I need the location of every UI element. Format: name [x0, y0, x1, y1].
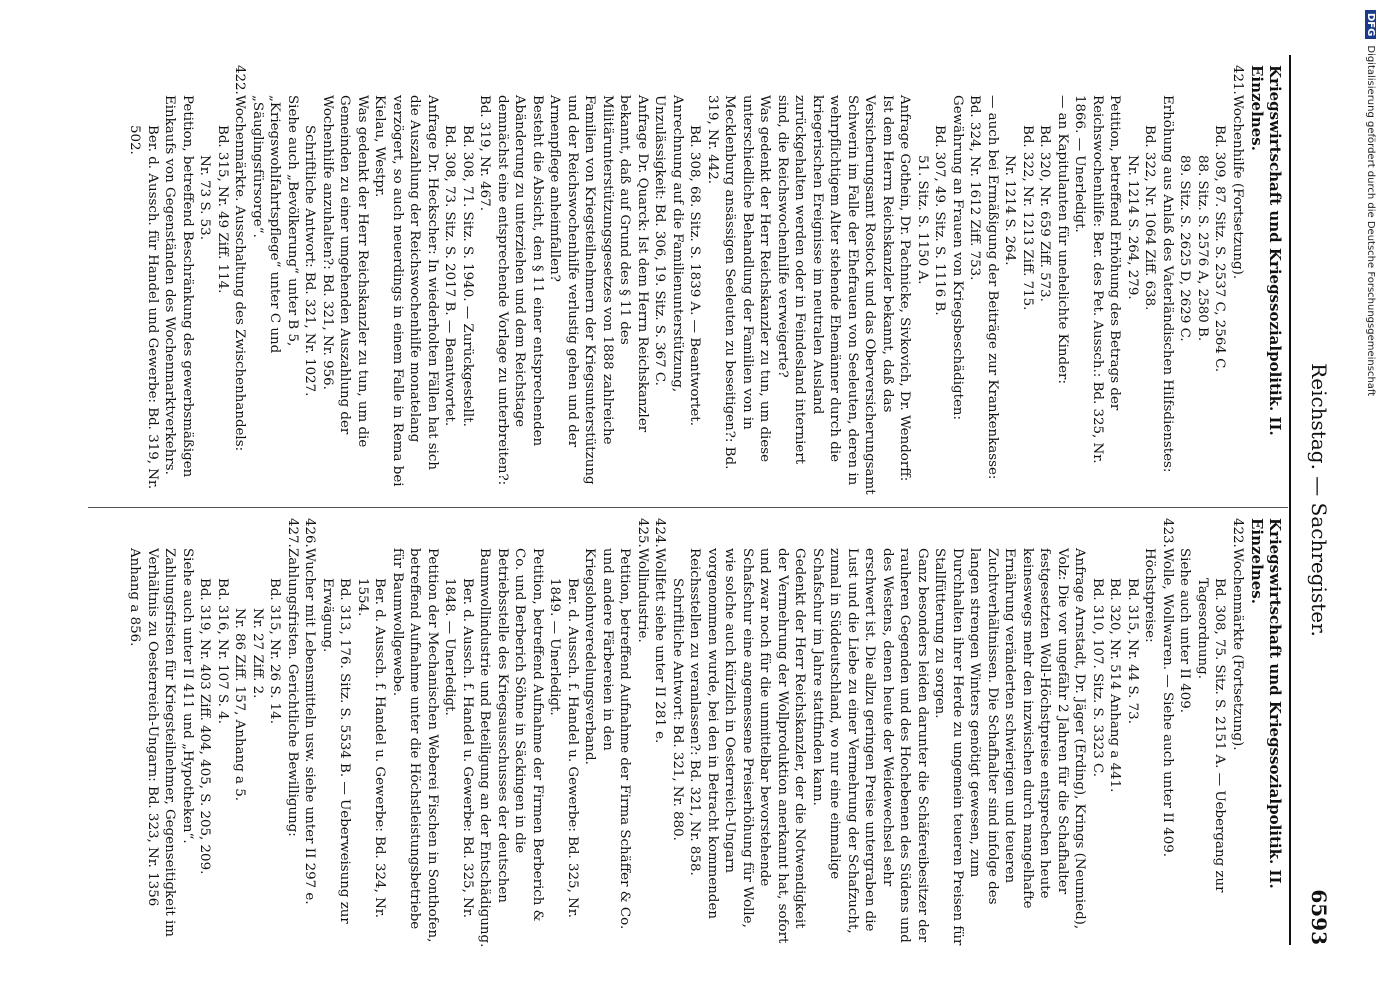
entry-text: Nr. 86 Ziff. 157, Anhang a 5. — [232, 608, 248, 802]
index-entry — [179, 518, 197, 948]
entry-text: Ber. d. Aussch. f. Handel u. Gewerbe: Bd. 325, Nr. 1848. — Unerledigt. — [442, 578, 475, 918]
entry-text: — an Kapitulanten für unehelichte Kinder: — [1055, 95, 1070, 384]
entry-text: Siehe auch unter II 411 und „Hypotheken“. — [180, 548, 195, 844]
index-entry — [1159, 518, 1177, 948]
index-entry — [546, 518, 581, 948]
index-entry — [581, 518, 634, 948]
entry-text: Petition, betreffend Beschränkung des gewerbsmäßigen Einkaufs von Gegenständen des Wochenmarktverkehrs. — [162, 95, 195, 478]
index-entry — [634, 518, 652, 948]
entry-text: Höchstpreise: — [1142, 548, 1158, 643]
index-entry — [476, 518, 546, 948]
entry-text: Bd. 308, 75. Sitz. S. 2151 A. — Uebergang zur Tagesordnung. — [1195, 578, 1228, 893]
entry-text: Zahlungsfristen. Gerichtliche Bewilligung: — [285, 548, 300, 837]
index-entry — [371, 65, 441, 495]
index-entry — [126, 65, 161, 495]
entry-text: Wolle, Wollwaren. — Siehe auch unter II 409. — [1160, 548, 1175, 857]
entry-text: Wucher mit Lebensmitteln usw. siehe unter II 297 e. — [302, 548, 318, 905]
index-entry — [1176, 65, 1194, 495]
entry-text: Petition, betreffend Erhöhung des Betrags der Reichswochenhilfe: Ber. des Pet. Aussch.: Bd. 325, Nr. 1866. — Unerledigt. — [1072, 95, 1123, 464]
dfg-credit — [1362, 10, 1378, 990]
index-entry — [196, 518, 214, 948]
entry-text: Petition, betreffend Aufnahme der Firma Schäffer & Co. und andere Färbereien in den Kriegslohnveredelungsverband. — [582, 548, 633, 930]
index-entry — [319, 518, 354, 948]
index-entry — [949, 65, 967, 495]
section-heading: Kriegswirtschaft und Kriegssozialpolitik. II. Einzelnes. — [1248, 65, 1284, 436]
entry-number: 422. — [1230, 518, 1245, 548]
entry-text: Bd. 316, Nr. 107 S. 4. — [215, 578, 230, 724]
entry-text: Erhöhung aus Anlaß des Vaterländischen Hilfsdienstes: — [1160, 95, 1175, 473]
entry-text: Nr. 1214 S. 264. — [1002, 155, 1018, 266]
dfg-credit-text — [1360, 10, 1376, 990]
index-entry — [249, 518, 267, 948]
entry-text: Bd. 313, 176. Sitz. S. 5534 B. — Ueberweisung zur Erwägung. — [320, 578, 353, 924]
index-entry — [389, 518, 442, 948]
entry-text: 89. Sitz. S. 2625 D, 2629 C. — [1177, 155, 1193, 342]
entry-text: Wollfett siehe unter II 281 e. — [652, 548, 668, 744]
entry-text: Bd. 315, Nr. 49 Ziff. 114. — [215, 125, 230, 294]
entry-text: Wollindustrie. — [635, 548, 650, 643]
index-entry — [196, 65, 214, 495]
entry-text: Bd. 309, 87. Sitz. S. 2537 C, 2564 C. — [1212, 125, 1228, 373]
entry-text: Ganz besonders leiden darunter die Schäfereibesitzer der rauheren Gegenden und des Hochebenen des Südens und des Westens, denen heute der Weidewechsel sehr erschwert ist. Die allzu geringen Preise untergraben die Lust und die Liebe zu einer Vermehrung der Schafzucht, zumal in Süddeutschland, wo nur eine einmalige Schafschur im Jahre stattfinden kann. — [810, 548, 930, 943]
index-entry — [809, 518, 932, 948]
index-entry — [231, 65, 249, 495]
index-entry — [1124, 518, 1142, 948]
entry-text: Was gedenkt der Herr Reichskanzler zu tun, um diese unterschiedliche Behandlung der Familien von in Mecklenburg ansässigen Seeleuten zu beseitigen?: Bd. 319, Nr. 442. — [705, 95, 773, 470]
index-entry — [546, 65, 651, 495]
index-entry — [931, 65, 949, 495]
index-entry — [319, 65, 372, 495]
section-heading: Kriegswirtschaft und Kriegssozialpolitik. II. Einzelnes. — [1248, 518, 1284, 889]
page-header — [1291, 55, 1331, 945]
entry-text: Anrechnung auf die Familienunterstützung, Unzulässigkeit: Bd. 306, 19. Sitz. S. 367 C. — [652, 95, 685, 393]
index-entry — [441, 518, 476, 948]
entry-text: Bd. 308, 68. Sitz. S. 1839 A. — Beantwortet. — [687, 125, 703, 426]
entry-text: Ber. d. Aussch. f. Handel u. Gewerbe: Bd. 325, Nr. 1849. — Unerledigt. — [547, 578, 580, 918]
entry-text: Schriftliche Antwort: Bd. 321, Nr. 1027. — [302, 125, 318, 397]
index-entry — [214, 518, 232, 948]
index-entry — [1124, 65, 1142, 495]
entry-text: — auch bei Ermäßigung der Beiträge zur Krankenkasse: Bd. 324, Nr. 1612 Ziff. 753. — [967, 95, 1000, 480]
entry-list — [126, 518, 1246, 948]
index-entry — [231, 518, 249, 948]
entry-text: Ber. d. Aussch. für Handel und Gewerbe: Bd. 319, Nr. 502. — [127, 125, 160, 490]
entry-text: Wochenmärkte (Fortsetzung). — [1230, 548, 1245, 751]
entry-text: Siehe auch unter II 409. — [1177, 548, 1193, 714]
entry-text: Bd. 310, 107. Sitz. S. 3323 C. — [1090, 578, 1105, 778]
entry-text: Was gedenkt der Herr Reichskanzler zu tun, um die Gemeinden zu einer umgehenden Auszahlung der Wochenhilfe anzuhalten?: Bd. 321, Nr. 956. — [320, 95, 370, 448]
index-entry — [1089, 518, 1107, 948]
entry-text: 88. Sitz. S. 2576 A, 2580 B. — [1195, 155, 1210, 342]
entry-text: Bd. 308, 73. Sitz. S. 2017 B. — Beantwortet. — [442, 125, 458, 427]
index-entry — [966, 65, 1001, 495]
entry-number: 427. — [285, 518, 300, 548]
entry-text: Schriftliche Antwort: Bd. 321, Nr. 880. — [670, 578, 685, 841]
entry-text: Zahlungsfristen für Kriegsteilnehmer, Gegenseitigkeit im Verhältnis zu Oesterreich-Ungarn: Bd. 323, Nr. 1356 Anhang a 856. — [127, 548, 178, 937]
entry-list — [126, 65, 1246, 495]
entry-number: 425. — [635, 518, 650, 548]
entry-text: Siehe auch „Bevölkerung“ unter B 5, „Kriegswohlfahrtspflege“ unter C und „Säuglingsfürsorge“. — [250, 95, 300, 354]
index-entry — [651, 518, 669, 948]
index-entry — [914, 65, 932, 495]
entry-text: Wochenmärkte. Ausschaltung des Zwischenhandels: — [232, 95, 248, 452]
entry-number: 426. — [302, 518, 318, 548]
entry-text: Wochenhilfe (Fortsetzung). — [1230, 95, 1245, 280]
entry-text: Anfrage Dr. Quarck: Ist dem Herrn Reichskanzler bekannt, daß auf Grund des § 11 des Militärunterstützungsgesetzes von 1888 zahlreiche Familien von Kriegsteilnehmern der Kriegsunterstützung und der Reichswochenhilfe verlustig gehen und der Armenpflege anheimfallen? — [547, 95, 650, 485]
entry-number: 422. — [232, 65, 248, 95]
index-entry — [301, 65, 319, 495]
index-entry — [1176, 518, 1194, 948]
index-entry — [669, 518, 687, 948]
index-entry — [161, 65, 196, 495]
index-entry — [459, 65, 477, 495]
entry-number: 421. — [1230, 65, 1245, 95]
entry-text: Anfrage Arnstadt, Dr. Jäger (Erding), Krings (Neumied), Volz: Die vor ungefähr 2 Jahren für die Schafhalter festgesetzten Woll-Höchstpreise entsprechen heute keineswegs mehr den inzwischen durch mangelhafte Ernährung veränderten schwierigen und teueren Zuchtverhältnissen. Die Schafhalter sind infolge des langen strengen Winters genötigt gewesen, zum Durchhalten ihrer Herde zu ungemein teueren Preisen für Stallfütterung zu sorgen. — [932, 548, 1088, 946]
index-entry — [1019, 65, 1037, 495]
dfg-logo: DFG — [1365, 10, 1376, 39]
index-entry — [1159, 65, 1177, 495]
index-entry — [214, 65, 232, 495]
entry-text: Bd. 320, Nr. 659 Ziff. 573. — [1037, 125, 1053, 302]
page-number: 6593 — [1307, 889, 1331, 945]
entry-text: Gedenkt der Herr Reichskanzler, der die Notwendigkeit der Vermehrung der Wollproduktion anerkannt hat, sofort und zwar noch für die unmittelbar bevorstehende Schafschur eine angemessene Preiserhöhung für Wolle, wie solche auch kürzlich in Oesterreich-Ungarn vorgenommen wurde, bei den in Betracht kommenden Reichsstellen zu veranlassen?: Bd. 321, Nr. 858. — [687, 548, 808, 944]
index-entry — [651, 65, 686, 495]
entry-text: 51. Sitz. S. 1150 A. — [915, 155, 930, 285]
index-entry — [1229, 65, 1247, 495]
entry-text: Bd. 319, Nr. 403 Ziff. 404, 405, S. 205, 209. — [197, 578, 213, 875]
index-entry — [301, 518, 319, 948]
index-entry — [1001, 65, 1019, 495]
entry-text: Bd. 320, Nr. 514 Anhang a 441. — [1107, 578, 1123, 793]
index-entry — [774, 65, 914, 495]
entry-text: Nr. 27 Ziff. 2. — [250, 608, 265, 699]
index-entry — [1194, 518, 1229, 948]
running-title: Reichstag. — Sachregister. — [1307, 363, 1331, 637]
index-entry — [704, 65, 774, 495]
entry-number: 423. — [1160, 518, 1175, 548]
entry-text: Gewährung an Frauen von Kriegsbeschädigten: — [950, 95, 965, 421]
entry-text: Nr. 73 S. 53. — [197, 155, 213, 240]
index-entry — [1071, 65, 1124, 495]
entry-text: Anfrage Gothein, Dr. Pachnicke, Sivkovich, Dr. Wendorff: Ist dem Herrn Reichskanzler bekannt, daß das Versicherungsamt Rostock und das Oberversicherungsamt Schwerin im Falle der Ehefrauen von Seeleuten, deren in wehrpflichtigem Alter stehende Ehemänner durch die kriegerischen Ereignisse im neutralen Ausland zurückgehalten werden oder in Feindesland interniert sind, die Reichswochenhilfe verweigerte? — [775, 95, 913, 495]
index-entry — [476, 65, 546, 495]
index-entry — [1106, 518, 1124, 948]
index-entry — [686, 518, 809, 948]
entry-number: 424. — [652, 518, 668, 548]
column-divider — [88, 507, 1288, 508]
entry-text: Petition, betreffend Aufnahme der Firmen Berberich & Co. und Berberich Söhne in Säckingen in die Betriebsstelle des Kriegsausschusses der deutschen Baumwollindustrie und Beteiligung an der Entschädigung. — [477, 548, 545, 948]
index-entry — [1141, 518, 1159, 948]
entry-text: Nr. 1214 S. 264, 279. — [1125, 155, 1140, 300]
index-entry — [354, 518, 389, 948]
entry-text: Bd. 315, Nr. 26 S. 14. — [267, 578, 283, 724]
left-column — [126, 65, 1283, 495]
index-entry — [1141, 65, 1159, 495]
entry-text: Bd. 322, Nr. 1064 Ziff. 638. — [1142, 125, 1158, 311]
entry-text: Petition der Mechanischen Weberei Fischen in Sonthofen, betreffend Aufnahme unter die Höchstleistungsbetriebe für Baumwollgewebe. — [390, 548, 440, 943]
index-entry — [126, 518, 179, 948]
entry-text: Bd. 322, Nr. 1213 Ziff. 715. — [1020, 125, 1035, 311]
index-entry — [1211, 65, 1229, 495]
index-entry — [1036, 65, 1054, 495]
entry-text: Bd. 307, 49. Sitz. S. 1116 B. — [932, 125, 948, 316]
entry-text: Anfrage Dr. Heckscher: In wiederholten Fällen hat sich die Auszahlung der Reichswochenhilfe monatelang verzögert, so auch neuerdings in einem Falle in Rema bei Kielau, Westpr. — [372, 95, 440, 487]
entry-text: Ber. d. Aussch. f. Handel u. Gewerbe: Bd. 324, Nr. 1554. — [355, 578, 388, 918]
index-entry — [441, 65, 459, 495]
index-entry — [249, 65, 302, 495]
index-entry — [266, 518, 284, 948]
index-entry — [1054, 65, 1072, 495]
entry-text: Bd. 308, 71. Sitz. S. 1940. — Zurückgestellt. — [460, 125, 475, 427]
dfg-note: Digitalisierung gefördert durch die Deutsche Forschungsgemeinschaft — [1365, 45, 1376, 397]
right-column — [126, 518, 1283, 948]
entry-text: Bd. 315, Nr. 44 S. 73. — [1125, 578, 1140, 724]
index-entry — [1194, 65, 1212, 495]
index-entry — [686, 65, 704, 495]
entry-text: Besteht die Absicht, den § 11 einer entsprechenden Abänderung zu unterziehen und dem Reichstage demnächst eine entsprechende Vorlage zu unterbreiten?: Bd. 319, Nr. 467. — [477, 95, 545, 486]
header-rule — [1289, 55, 1291, 945]
index-entry — [1229, 518, 1247, 948]
index-entry — [284, 518, 302, 948]
index-entry — [931, 518, 1089, 948]
